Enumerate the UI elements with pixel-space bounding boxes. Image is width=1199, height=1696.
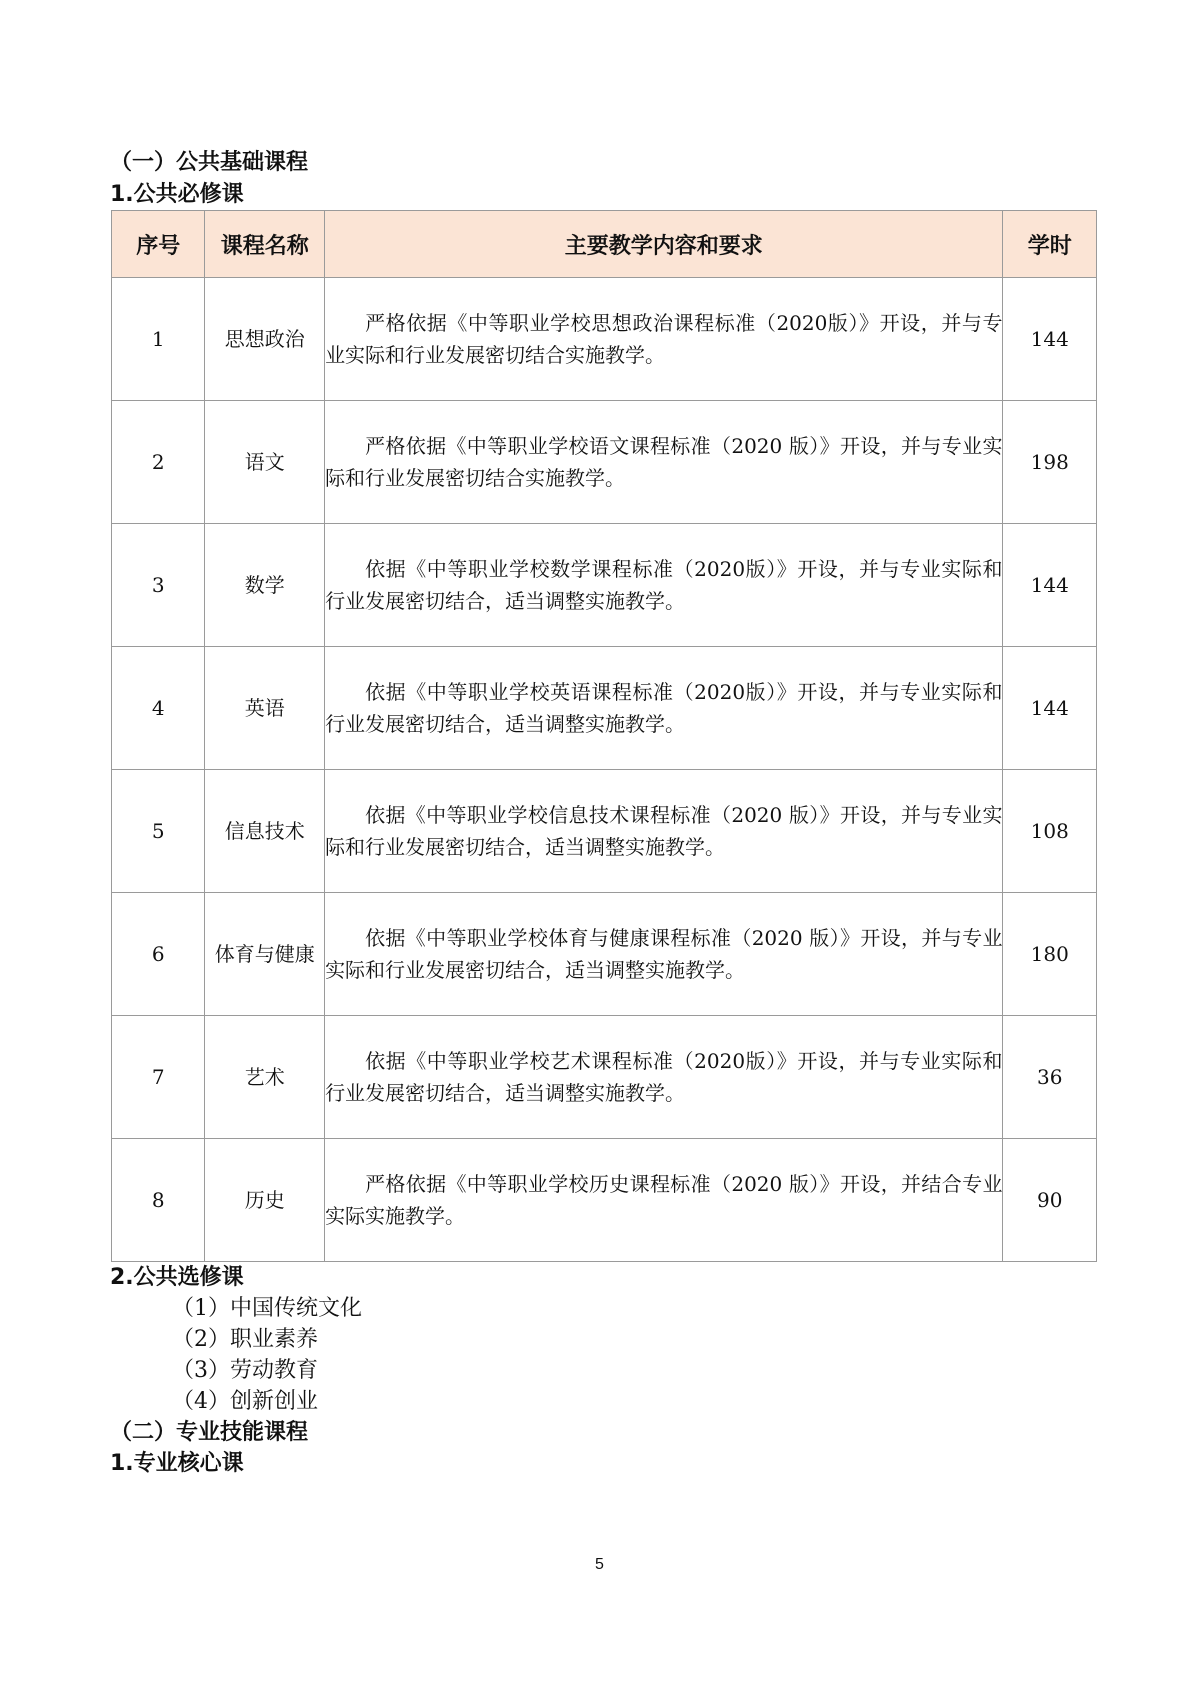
row-serial-number: 3 [112, 524, 205, 647]
row-serial-number: 5 [112, 770, 205, 893]
subsection-heading-public-required: 1.公共必修课 [110, 182, 244, 207]
row-class-hours: 36 [1003, 1016, 1097, 1139]
row-description: 依据《中等职业学校数学课程标准（2020版）》开设，并与专业实际和行业发展密切结合，适当调整实施教学。 [325, 524, 1003, 647]
row-course-name: 体育与健康 [205, 893, 325, 1016]
row-class-hours: 198 [1003, 401, 1097, 524]
row-class-hours: 90 [1003, 1139, 1097, 1262]
row-course-name: 英语 [205, 647, 325, 770]
section-heading-public-basic-courses: （一）公共基础课程 [110, 150, 309, 175]
header-class-hours: 学时 [1003, 211, 1097, 278]
table-header-row [112, 211, 1097, 278]
row-serial-number: 4 [112, 647, 205, 770]
row-course-name: 思想政治 [205, 278, 325, 401]
row-description: 依据《中等职业学校英语课程标准（2020版）》开设，并与专业实际和行业发展密切结合，适当调整实施教学。 [325, 647, 1003, 770]
row-class-hours: 144 [1003, 278, 1097, 401]
page-number: 5 [595, 1556, 604, 1573]
row-class-hours: 180 [1003, 893, 1097, 1016]
row-description: 严格依据《中等职业学校思想政治课程标准（2020版）》开设，并与专业实际和行业发展密切结合实施教学。 [325, 278, 1003, 401]
row-course-name: 历史 [205, 1139, 325, 1262]
after-table-content [110, 1262, 1090, 1479]
header-course-name: 课程名称 [205, 211, 325, 278]
subsection-heading-professional-core: 1.专业核心课 [110, 1451, 244, 1476]
table-row [112, 1139, 1097, 1262]
row-serial-number: 2 [112, 401, 205, 524]
table-row [112, 1016, 1097, 1139]
row-course-name: 信息技术 [205, 770, 325, 893]
row-description: 依据《中等职业学校信息技术课程标准（2020 版）》开设，并与专业实际和行业发展密切结合，适当调整实施教学。 [325, 770, 1003, 893]
subsection-heading-public-elective: 2.公共选修课 [110, 1265, 244, 1290]
row-course-name: 语文 [205, 401, 325, 524]
section-heading-professional-skills: （二）专业技能课程 [110, 1420, 309, 1445]
list-item: （4）创新创业 [172, 1389, 318, 1414]
row-serial-number: 7 [112, 1016, 205, 1139]
table-row [112, 401, 1097, 524]
row-description: 依据《中等职业学校体育与健康课程标准（2020 版）》开设，并与专业实际和行业发展密切结合，适当调整实施教学。 [325, 893, 1003, 1016]
list-item: （2）职业素养 [172, 1327, 318, 1352]
row-course-name: 艺术 [205, 1016, 325, 1139]
required-courses-table [111, 210, 1097, 1262]
row-course-name: 数学 [205, 524, 325, 647]
row-description: 严格依据《中等职业学校历史课程标准（2020 版）》开设，并结合专业实际实施教学。 [325, 1139, 1003, 1262]
row-class-hours: 144 [1003, 647, 1097, 770]
row-serial-number: 1 [112, 278, 205, 401]
table-row [112, 278, 1097, 401]
elective-course-list [110, 1293, 1090, 1417]
row-class-hours: 108 [1003, 770, 1097, 893]
row-serial-number: 6 [112, 893, 205, 1016]
table-row [112, 770, 1097, 893]
row-class-hours: 144 [1003, 524, 1097, 647]
list-item: （3）劳动教育 [172, 1358, 318, 1383]
row-description: 严格依据《中等职业学校语文课程标准（2020 版）》开设，并与专业实际和行业发展密切结合实施教学。 [325, 401, 1003, 524]
table-row [112, 893, 1097, 1016]
list-item: （1）中国传统文化 [172, 1296, 362, 1321]
row-serial-number: 8 [112, 1139, 205, 1262]
row-description: 依据《中等职业学校艺术课程标准（2020版）》开设，并与专业实际和行业发展密切结合，适当调整实施教学。 [325, 1016, 1003, 1139]
table-row [112, 524, 1097, 647]
table-row [112, 647, 1097, 770]
header-serial-number: 序号 [112, 211, 205, 278]
header-teaching-content: 主要教学内容和要求 [325, 211, 1003, 278]
